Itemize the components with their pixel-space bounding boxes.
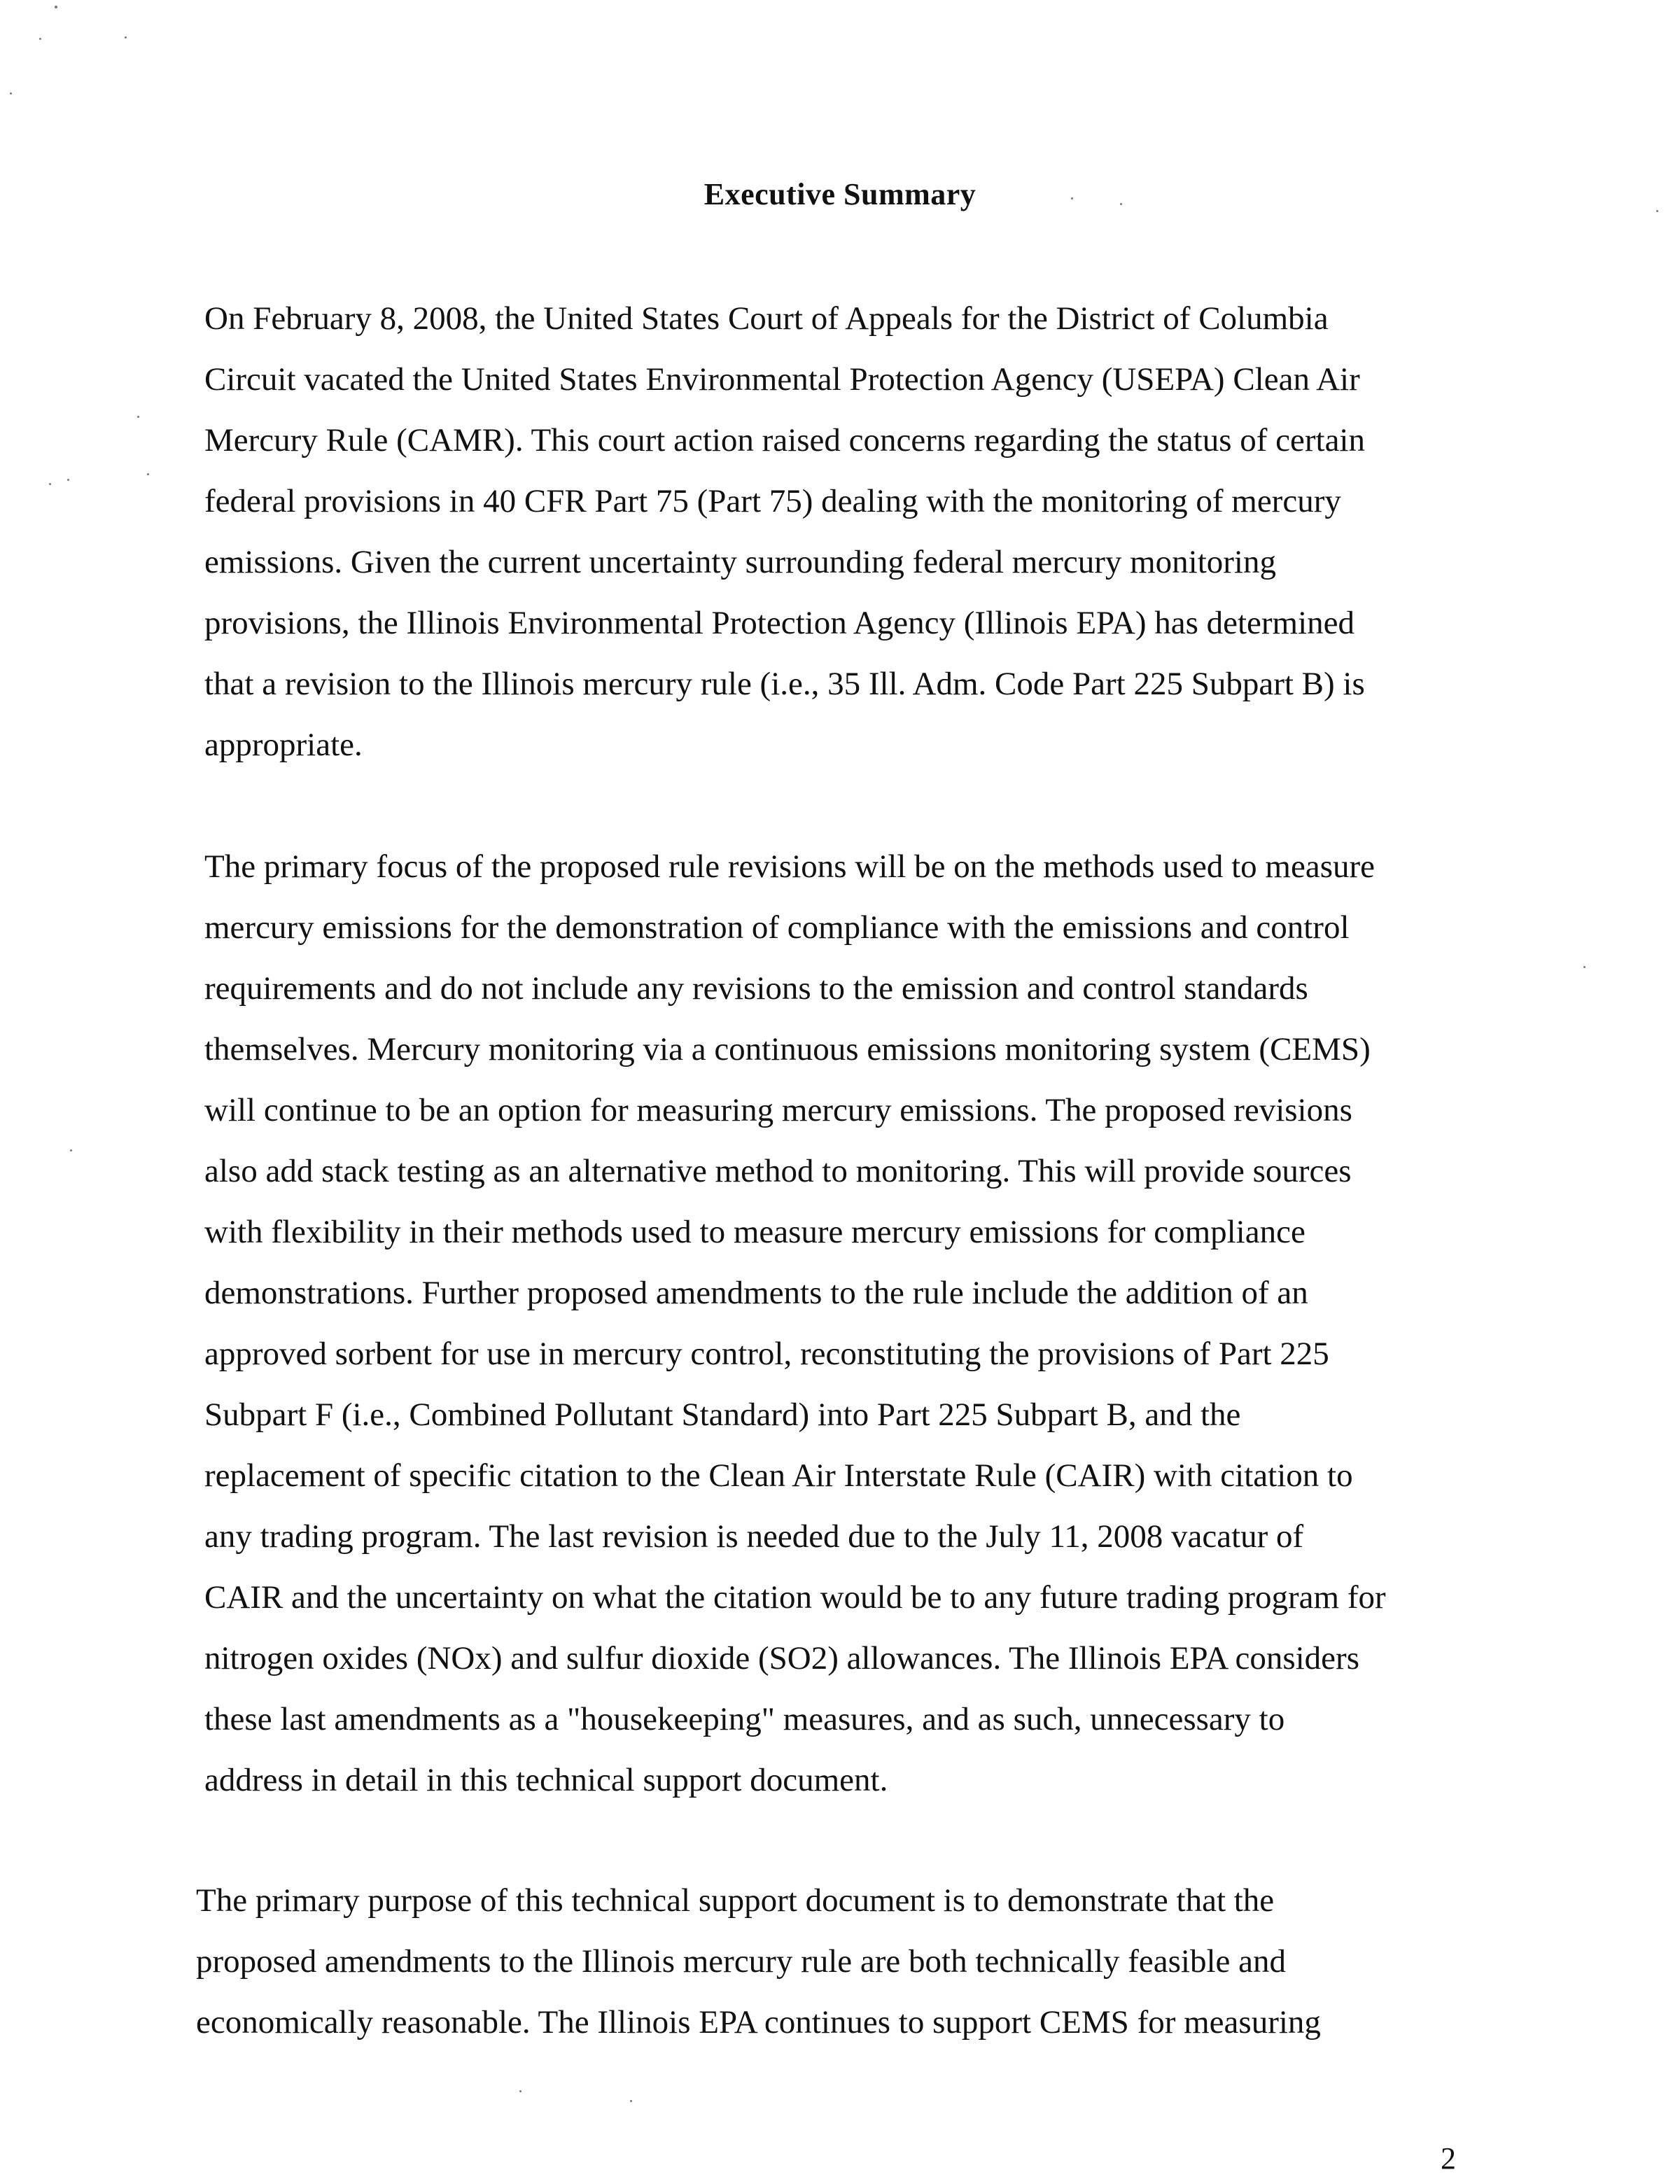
scan-speck xyxy=(125,36,127,38)
paragraph-2 xyxy=(204,836,1478,1811)
text-line: provisions, the Illinois Environmental Protection Agency (Illinois EPA) has determined xyxy=(204,605,1355,641)
scan-speck xyxy=(70,1149,72,1152)
scan-speck xyxy=(67,479,69,481)
text-line: mercury emissions for the demonstration of compliance with the emissions and control xyxy=(204,909,1350,946)
text-line: with flexibility in their methods used to measure mercury emissions for compliance xyxy=(204,1214,1306,1250)
text-line: Mercury Rule (CAMR). This court action raised concerns regarding the status of certain xyxy=(204,422,1365,458)
text-line: will continue to be an option for measuring mercury emissions. The proposed revisions xyxy=(204,1092,1352,1128)
text-line: requirements and do not include any revisions to the emission and control standards xyxy=(204,970,1308,1007)
text-line: these last amendments as a "housekeeping" measures, and as such, unnecessary to xyxy=(204,1701,1285,1737)
text-line: economically reasonable. The Illinois EPA continues to support CEMS for measuring xyxy=(196,2004,1321,2040)
text-line: themselves. Mercury monitoring via a continuous emissions monitoring system (CEMS) xyxy=(204,1031,1371,1068)
text-line: federal provisions in 40 CFR Part 75 (Part 75) dealing with the monitoring of mercury xyxy=(204,483,1341,519)
text-line: On February 8, 2008, the United States Court of Appeals for the District of Columbia xyxy=(204,300,1329,337)
scan-speck xyxy=(630,2100,632,2102)
paragraph-3 xyxy=(196,1870,1470,2053)
text-line: replacement of specific citation to the Clean Air Interstate Rule (CAIR) with citation to xyxy=(204,1457,1353,1494)
scan-speck xyxy=(49,483,51,485)
page-number: 2 xyxy=(1441,2141,1456,2176)
text-line: also add stack testing as an alternative method to monitoring. This will provide sources xyxy=(204,1153,1352,1189)
scan-speck xyxy=(1583,966,1586,968)
text-line: appropriate. xyxy=(204,727,363,763)
scan-speck xyxy=(147,473,149,475)
scan-speck xyxy=(55,6,57,8)
text-line: that a revision to the Illinois mercury rule (i.e., 35 Ill. Adm. Code Part 225 Subpart B) is xyxy=(204,666,1365,702)
text-line: nitrogen oxides (NOx) and sulfur dioxide (SO2) allowances. The Illinois EPA considers xyxy=(204,1640,1359,1676)
text-line: any trading program. The last revision is needed due to the July 11, 2008 vacatur of xyxy=(204,1518,1304,1555)
text-line: emissions. Given the current uncertainty surrounding federal mercury monitoring xyxy=(204,544,1276,580)
text-line: proposed amendments to the Illinois mercury rule are both technically feasible and xyxy=(196,1943,1287,1980)
text-line: CAIR and the uncertainty on what the citation would be to any future trading program for xyxy=(204,1579,1386,1616)
scan-speck xyxy=(10,92,12,94)
text-line: Circuit vacated the United States Environmental Protection Agency (USEPA) Clean Air xyxy=(204,361,1360,398)
text-line: The primary purpose of this technical support document is to demonstrate that the xyxy=(196,1882,1275,1919)
text-line: address in detail in this technical support document. xyxy=(204,1762,888,1798)
scan-speck xyxy=(519,2090,522,2092)
paragraph-1 xyxy=(204,288,1478,776)
text-line: Subpart F (i.e., Combined Pollutant Standard) into Part 225 Subpart B, and the xyxy=(204,1396,1241,1433)
text-line: demonstrations. Further proposed amendments to the rule include the addition of an xyxy=(204,1275,1308,1311)
scan-speck xyxy=(137,416,139,418)
text-line: approved sorbent for use in mercury control, reconstituting the provisions of Part 225 xyxy=(204,1336,1329,1372)
text-line: The primary focus of the proposed rule revisions will be on the methods used to measure xyxy=(204,848,1376,885)
page-title: Executive Summary xyxy=(704,177,976,211)
scan-speck xyxy=(39,38,41,40)
